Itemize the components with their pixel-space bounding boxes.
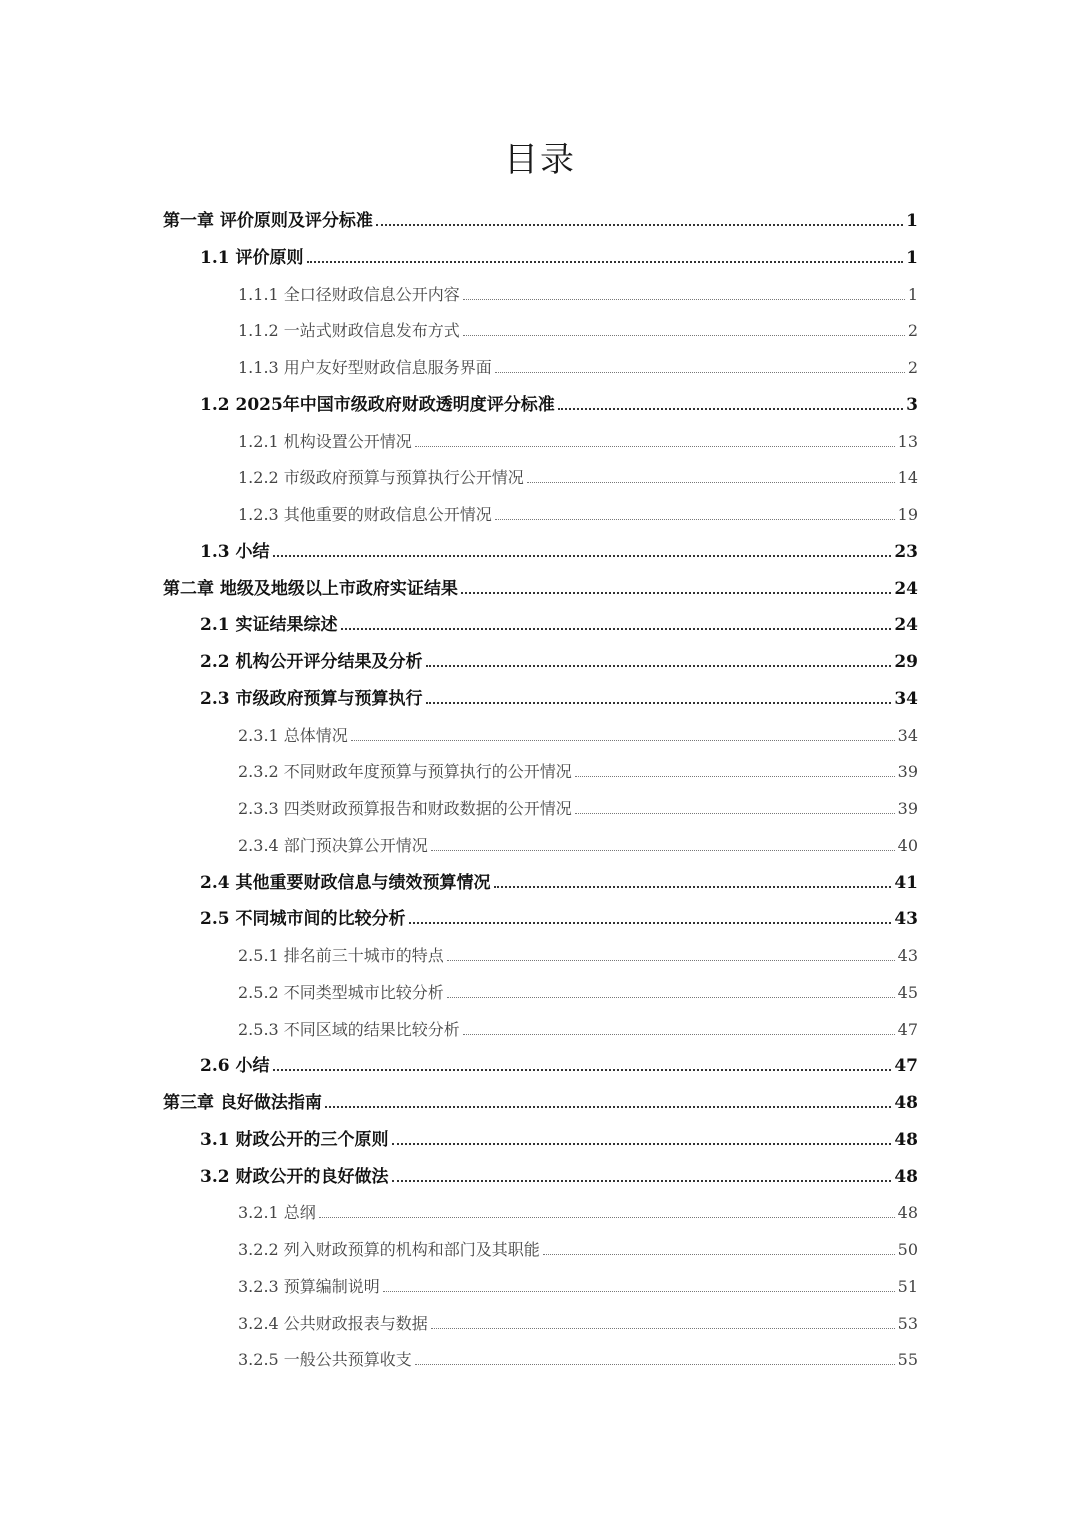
toc-entry[interactable] [238,937,918,967]
toc-entry[interactable] [238,827,918,857]
toc-dot-leader [463,335,905,336]
toc-entry-page: 41 [894,872,918,893]
toc-dot-leader [341,628,892,630]
toc-entry-page: 47 [894,1056,918,1077]
toc-entry[interactable] [238,1305,918,1335]
toc-entry-label: 2.5.2 不同类型城市比较分析 [238,982,444,1002]
toc-dot-leader [431,1328,895,1329]
toc-entry-page: 1 [907,284,918,304]
toc-entry-page: 29 [894,652,918,672]
toc-dot-leader [494,886,892,888]
toc-entry[interactable] [163,570,918,600]
toc-entry-page: 39 [897,799,918,818]
toc-entry-page: 40 [897,835,918,855]
toc-dot-leader [415,446,895,447]
page-title: 目录 [504,140,576,180]
toc-entry-page: 47 [897,1019,918,1039]
toc-entry-page: 43 [894,909,918,930]
toc-entry[interactable] [200,864,918,894]
toc-entry-label: 1.1.2 一站式财政信息发布方式 [238,321,460,341]
toc-entry-label: 1.1.3 用户友好型财政信息服务界面 [238,358,492,377]
toc-entry-label: 3.2.5 一般公共预算收支 [238,1350,412,1370]
toc-dot-leader [463,299,905,300]
toc-entry-label: 2.2 机构公开评分结果及分析 [200,652,423,672]
toc-entry-label: 2.5.3 不同区域的结果比较分析 [238,1019,460,1039]
toc-entry[interactable] [200,643,918,673]
toc-dot-leader [351,740,895,741]
toc-dot-leader [325,1106,891,1108]
toc-entry-label: 第二章 地级及地级以上市政府实证结果 [163,578,458,599]
toc-entry[interactable] [238,423,918,453]
toc-entry[interactable] [238,349,918,379]
toc-entry-page: 48 [897,1203,918,1223]
toc-dot-leader [426,665,892,667]
toc-entry-page: 43 [897,946,918,965]
toc-entry[interactable] [238,1231,918,1261]
toc-entry-page: 2 [907,321,918,341]
toc-dot-leader [495,372,905,373]
toc-entry[interactable] [238,1011,918,1041]
toc-entry-label: 2.3.3 四类财政预算报告和财政数据的公开情况 [238,799,572,818]
toc-entry[interactable] [238,974,918,1004]
toc-dot-leader [447,997,895,998]
toc-entry-label: 第三章 良好做法指南 [163,1093,322,1113]
toc-entry-page: 24 [894,578,918,599]
toc-dot-leader [447,960,895,961]
toc-dot-leader [376,224,903,226]
toc-entry-page: 2 [907,358,918,377]
toc-entry[interactable] [200,900,918,930]
toc-dot-leader [575,813,895,814]
toc-entry-page: 34 [897,725,918,745]
toc-entry-label: 3.1 财政公开的三个原则 [200,1129,389,1150]
toc-dot-leader [415,1364,895,1365]
toc-entry-label: 3.2.3 预算编制说明 [238,1276,380,1296]
toc-dot-leader [575,776,895,777]
toc-entry[interactable] [200,1158,918,1188]
toc-entry-page: 19 [897,505,918,524]
toc-entry[interactable] [163,202,918,232]
toc-entry-label: 2.1 实证结果综述 [200,615,338,636]
toc-entry-page: 48 [894,1093,918,1113]
toc-entry[interactable] [200,606,918,636]
toc-entry-label: 3.2 财政公开的良好做法 [200,1166,389,1187]
toc-entry[interactable] [200,680,918,710]
toc-entry-page: 53 [897,1313,918,1333]
toc-entry-label: 1.2.3 其他重要的财政信息公开情况 [238,505,492,524]
toc-entry-page: 1 [906,211,918,231]
toc-dot-leader [463,1034,895,1035]
toc-dot-leader [426,702,892,704]
toc-dot-leader [273,1069,892,1071]
toc-entry-label: 2.3.1 总体情况 [238,725,348,745]
toc-dot-leader [558,408,903,410]
toc-entry-label: 2.6 小结 [200,1056,270,1077]
toc-entry[interactable] [200,533,918,563]
toc-entry[interactable] [238,459,918,489]
toc-entry[interactable] [200,239,918,269]
toc-entry-page: 23 [894,541,918,562]
toc-dot-leader [383,1291,895,1292]
toc-dot-leader [307,261,904,263]
toc-dot-leader [543,1254,895,1255]
toc-entry-page: 34 [894,688,918,709]
toc-dot-leader [273,555,892,557]
toc-entry-label: 2.3 市级政府预算与预算执行 [200,688,423,709]
toc-entry[interactable] [163,1084,918,1114]
toc-entry[interactable] [200,1047,918,1077]
toc-dot-leader [392,1180,892,1182]
toc-entry-label: 2.5.1 排名前三十城市的特点 [238,946,444,965]
toc-entry[interactable] [238,1341,918,1371]
toc-entry-label: 3.2.2 列入财政预算的机构和部门及其职能 [238,1240,540,1259]
toc-entry-page: 51 [897,1276,918,1296]
toc-entry-label: 1.3 小结 [200,541,270,562]
toc-entry[interactable] [238,717,918,747]
toc-entry[interactable] [238,753,918,783]
toc-entry[interactable] [238,276,918,306]
toc-entry-page: 13 [897,431,918,451]
toc-entry-label: 2.5 不同城市间的比较分析 [200,909,406,930]
toc-entry-label: 1.1.1 全口径财政信息公开内容 [238,284,460,304]
toc-entry-label: 1.2.2 市级政府预算与预算执行公开情况 [238,468,524,488]
toc-dot-leader [461,592,891,594]
toc-entry-label: 2.3.4 部门预决算公开情况 [238,835,428,855]
toc-entry-page: 50 [897,1240,918,1259]
toc-entry[interactable] [200,1121,918,1151]
toc-entry-label: 1.2 2025年中国市级政府财政透明度评分标准 [200,394,555,415]
toc-entry-page: 48 [894,1129,918,1150]
toc-entry-page: 55 [897,1350,918,1370]
toc-entry-label: 1.2.1 机构设置公开情况 [238,431,412,451]
toc-entry-page: 48 [894,1166,918,1187]
toc-entry-label: 2.4 其他重要财政信息与绩效预算情况 [200,872,491,893]
toc-entry-page: 3 [906,394,918,415]
toc-entry-page: 24 [894,615,918,636]
toc-entry-page: 39 [897,762,918,782]
toc-entry-label: 3.2.1 总纲 [238,1203,316,1223]
toc-entry-page: 45 [897,982,918,1002]
toc-dot-leader [431,850,895,851]
toc-entry[interactable] [238,790,918,820]
toc-dot-leader [409,922,892,924]
toc-entry-label: 1.1 评价原则 [200,247,304,268]
toc-entry-label: 第一章 评价原则及评分标准 [163,211,373,231]
toc-entry[interactable] [238,1194,918,1224]
toc-entry-label: 2.3.2 不同财政年度预算与预算执行的公开情况 [238,762,572,782]
toc-dot-leader [392,1143,892,1145]
toc-dot-leader [527,482,895,483]
toc-dot-leader [319,1217,895,1218]
toc-entry[interactable] [238,1268,918,1298]
toc-entry[interactable] [238,312,918,342]
toc-dot-leader [495,519,895,520]
toc-entry[interactable] [200,386,918,416]
toc-entry-label: 3.2.4 公共财政报表与数据 [238,1313,428,1333]
toc-entry[interactable] [238,496,918,526]
toc-entry-page: 14 [897,468,918,488]
toc-entry-page: 1 [906,247,918,268]
